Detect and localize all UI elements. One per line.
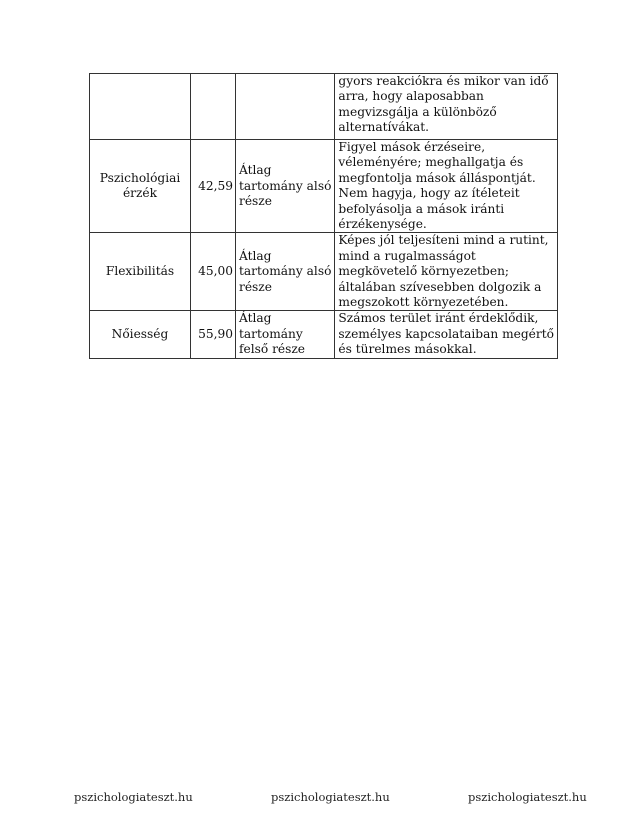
description-cell xyxy=(335,311,558,358)
trait-cell xyxy=(90,140,191,233)
trait-name: Nőiesség xyxy=(111,326,169,341)
trait-name: érzék xyxy=(122,186,158,201)
description-line: Nem hagyja, hogy az ítéleteit xyxy=(338,186,520,201)
footer-left[interactable]: pszichologiateszt.hu xyxy=(74,790,193,804)
range-line: Átlag xyxy=(239,163,272,178)
description-line: véleményére; meghallgatja és xyxy=(338,155,524,170)
table-row xyxy=(90,140,558,233)
range-cell xyxy=(236,233,335,311)
range-cell xyxy=(236,74,335,140)
range-line: Átlag xyxy=(239,248,272,263)
range-line: Átlag xyxy=(239,311,272,326)
description-line: és türelmes másokkal. xyxy=(338,342,477,357)
description-line: arra, hogy alaposabban xyxy=(338,89,484,104)
range-line: tartomány alsó xyxy=(239,264,332,279)
description-line: megszokott környezetében. xyxy=(338,295,509,310)
description-line: megkövetelő környezetben; xyxy=(338,264,510,279)
score-cell: 45,00 xyxy=(191,233,236,311)
description-line: megvizsgálja a különböző xyxy=(338,104,497,119)
description-line: megfontolja mások álláspontját. xyxy=(338,170,536,185)
trait-cell xyxy=(90,233,191,311)
description-line: befolyásolja a mások iránti xyxy=(338,201,505,216)
range-line: tartomány xyxy=(239,326,303,341)
description-line: mind a rugalmasságot xyxy=(338,248,476,263)
trait-name: Pszichológiai xyxy=(99,170,181,185)
description-cell xyxy=(335,140,558,233)
description-line: általában szívesebben dolgozik a xyxy=(338,279,542,294)
results-table xyxy=(89,73,558,359)
range-cell xyxy=(236,311,335,358)
score-cell xyxy=(191,74,236,140)
score-cell: 55,90 xyxy=(191,311,236,358)
table-row xyxy=(90,311,558,358)
description-cell xyxy=(335,74,558,140)
description-line: Számos terület iránt érdeklődik, xyxy=(338,311,539,326)
footer-right[interactable]: pszichologiateszt.hu xyxy=(468,790,587,804)
description-cell xyxy=(335,233,558,311)
description-line: személyes kapcsolataiban megértő xyxy=(338,326,554,341)
table-row xyxy=(90,233,558,311)
trait-cell xyxy=(90,311,191,358)
trait-name: Flexibilitás xyxy=(105,264,175,279)
range-line: része xyxy=(239,193,272,208)
table-row xyxy=(90,74,558,140)
range-line: felső része xyxy=(239,342,306,357)
description-line: Képes jól teljesíteni mind a rutint, xyxy=(338,233,549,248)
footer-center[interactable]: pszichologiateszt.hu xyxy=(271,790,390,804)
description-line: Figyel mások érzéseire, xyxy=(338,140,486,154)
description-line: érzékenysége. xyxy=(338,217,427,232)
trait-cell xyxy=(90,74,191,140)
score-cell: 42,59 xyxy=(191,140,236,233)
range-line: része xyxy=(239,279,272,294)
range-line: tartomány alsó xyxy=(239,178,332,193)
range-cell xyxy=(236,140,335,233)
description-line: alternatívákat. xyxy=(338,120,430,135)
description-line: gyors reakciókra és mikor van idő xyxy=(338,74,549,88)
